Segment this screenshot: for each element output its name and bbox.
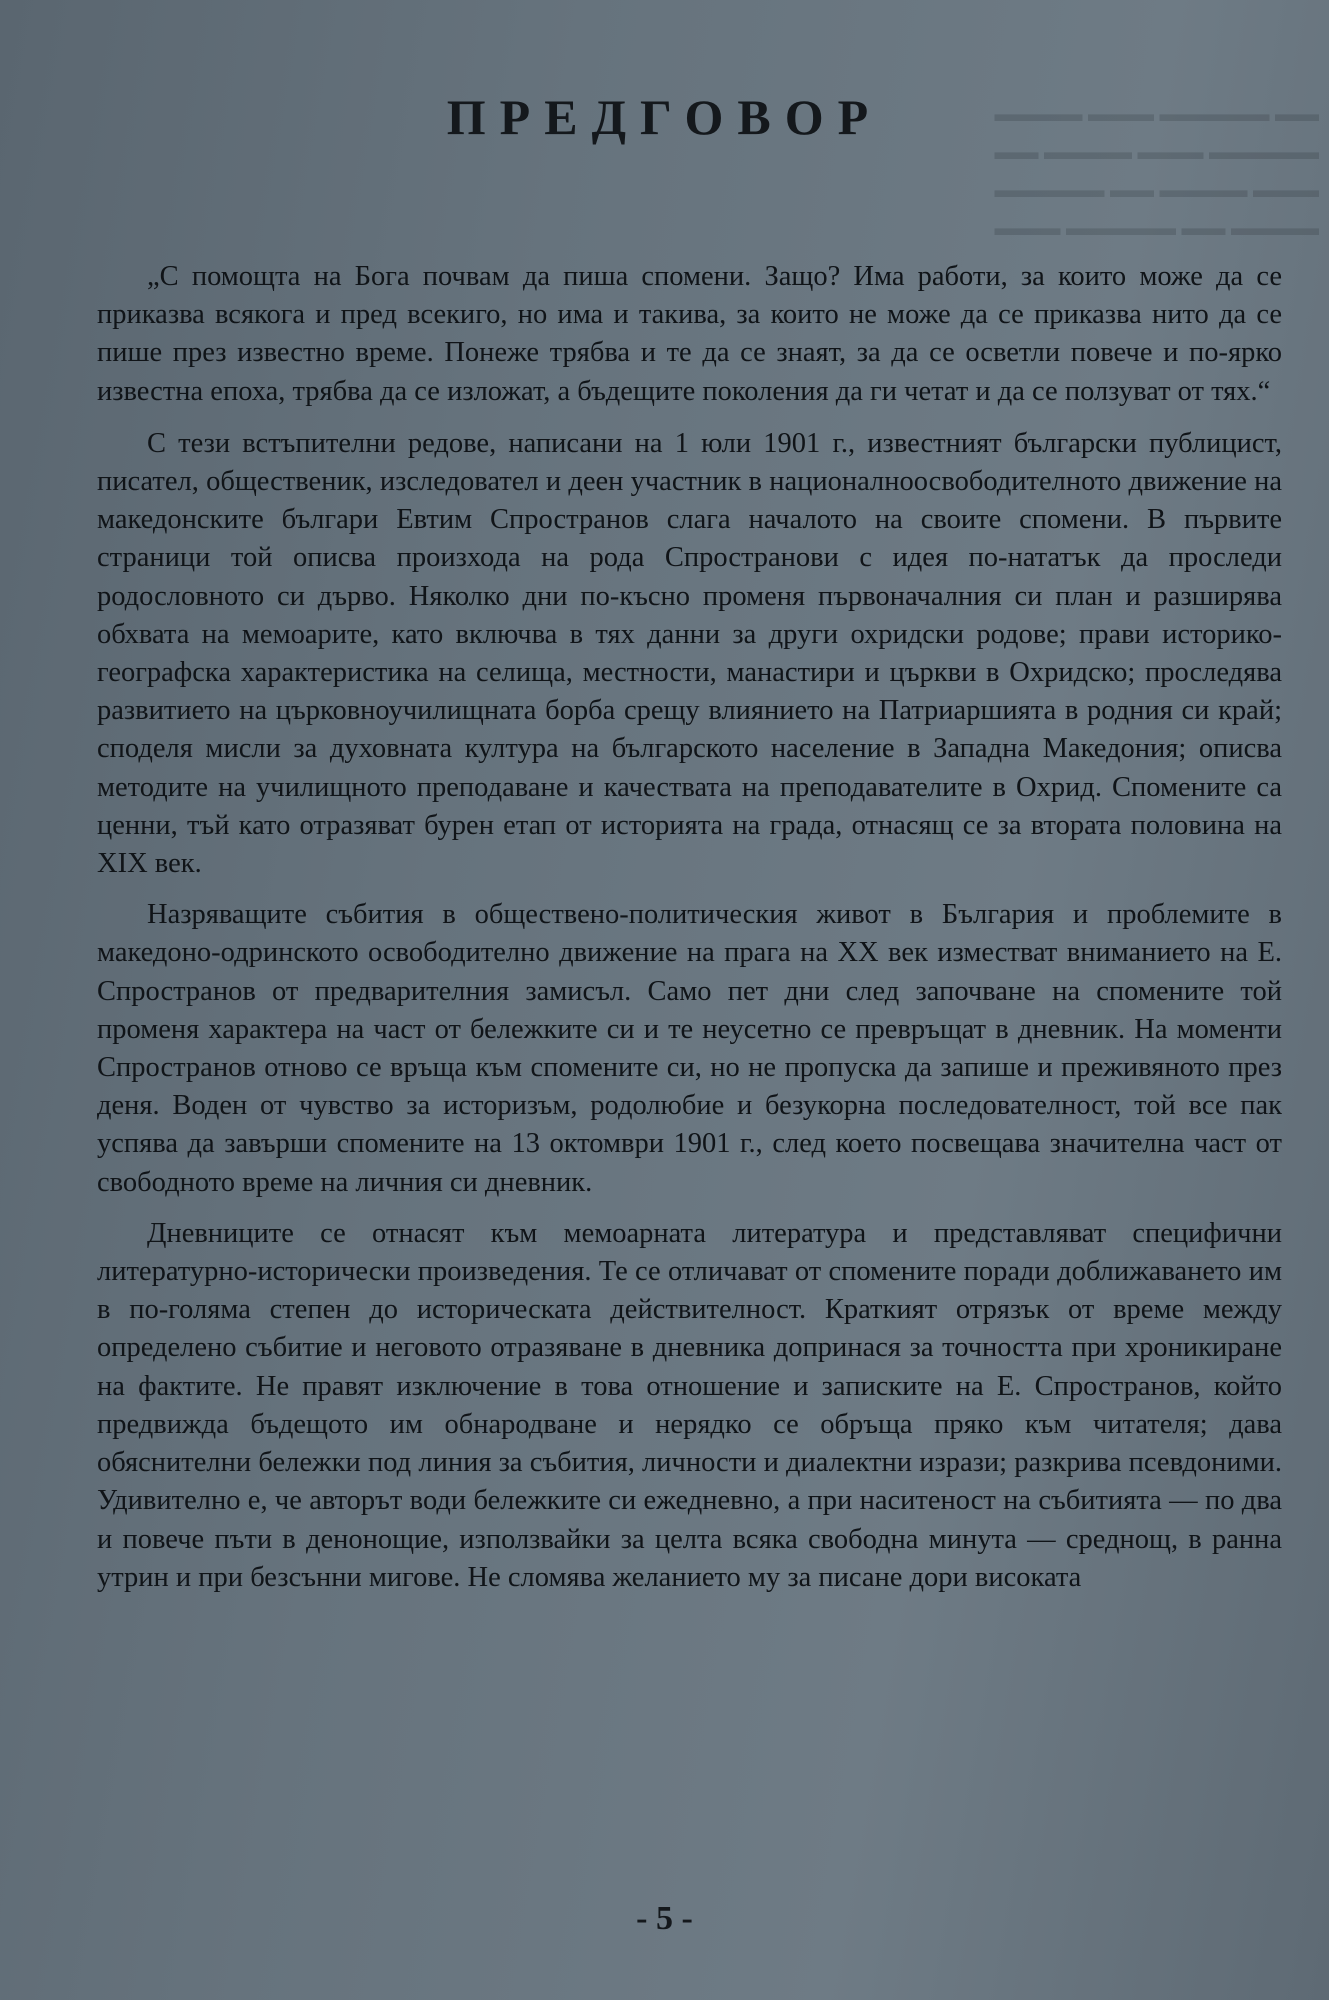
paragraph: Дневниците се отнасят към мемоарната литература и представляват специфични литературно-исторически произведения. Те се отличават от спомените поради доближаването им в по-голяма степен до историческата действителност. Краткият отрязък от време между определено събитие и неговото отразяване в дневника допринася за точността при хроникиране на фактите. Не правят изключение в това отношение и записките на Е. Спространов, който предвижда бъдещото им обнародване и нерядко се обръща пряко към читателя; дава обяснителни бележки под линия за събития, личности и диалектни изрази; разкрива псевдоними. Удивително е, че авторът води бележките си ежедневно, а при наситеност на събитията — по два и повече пъти в денонощие, използвайки за целта всяка свободна минута — среднощ, в ранна утрин и при безсънни мигове. Не сломява желанието му за писане дори високата xyxy=(97,1217,1282,1593)
page-title: ПРЕДГОВОР xyxy=(446,89,883,145)
body-text xyxy=(97,258,1282,1610)
paragraph: Назряващите събития в обществено-политическия живот в България и проблемите в македоно-одринското освободително движение на прага на XX век изместват вниманието на Е. Спространов от предварителния замисъл. Само пет дни след започване на спомените той променя характера на част от бележките си и те неусетно се превръщат в дневник. На моменти Спространов отново се връща към спомените си, но не пропуска да запише и преживяното през деня. Воден от чувство за историзъм, родолюбие и безукорна последователност, той все пак успява да завърши спомените на 13 октомври 1901 г., след което посвещава значителна част от свободното време на личния си дневник. xyxy=(97,899,1282,1198)
paragraph-quote: „С помощта на Бога почвам да пиша спомени. Защо? Има работи, за които може да се приказва всякога и пред всекиго, но има и такива, за които не може да се приказва нито да се пише през известно време. Понеже трябва и те да се знаят, за да се осветли повече и по-ярко известна епоха, трябва да се изложат, а бъдещите поколения да ги четат и да се ползуват от тях.“ xyxy=(97,261,1282,407)
bleed-through-texture: ▬▬▬▬ ▬▬▬ ▬▬▬▬▬ ▬▬ ▬▬ ▬▬▬▬ ▬▬▬ ▬▬▬▬▬ ▬▬▬▬▬ ▬▬ ▬▬▬▬ ▬▬▬ ▬▬▬ ▬▬▬▬▬ ▬▬ ▬▬▬▬ xyxy=(994,101,1319,240)
paragraph: С тези встъпителни редове, написани на 1 юли 1901 г., известният български публицист, писател, общественик, изследовател и деен участник в националноосвободителното движение на македонските българи Евтим Спространов слага началото на своите спомени. В първите страници той описва произхода на рода Спространови с идея по-нататък да проследи родословното си дърво. Няколко дни по-късно променя първоначалния си план и разширява обхвата на мемоарите, като включва в тях данни за други охридски родове; прави историко-географска характеристика на селища, местности, манастири и църкви в Охридско; проследява развитието на църковноучилищната борба срещу влиянието на Патриаршията в родния си край; споделя мисли за духовната култура на българското население в Западна Македония; описва методите на училищното преподаване и качествата на преподавателите в Охрид. Спомените са ценни, тъй като отразяват бурен етап от историята на града, отнасящ се за втората половина на XIX век. xyxy=(97,427,1282,880)
page-number: - 5 - xyxy=(636,1900,693,1937)
